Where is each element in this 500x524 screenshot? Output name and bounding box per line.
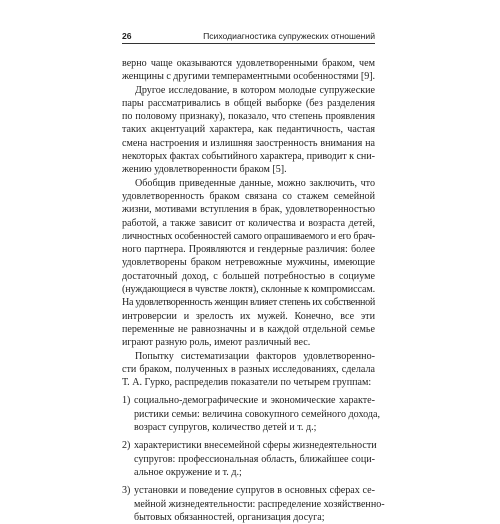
running-title: Психодиагностика супружеских отношений — [203, 31, 375, 41]
text-line: работой, а также зависит от количества и возраста детей, — [122, 217, 375, 229]
text-line: мейной жизнедеятельности: распределение хозяйственно- — [134, 498, 385, 510]
list-marker: 3) — [122, 485, 131, 497]
list-marker: 2) — [122, 440, 131, 452]
text-line: личностных особенностей самого опрашиваемого и его брач- — [122, 230, 375, 242]
page-number: 26 — [122, 31, 132, 41]
paragraph-2 — [122, 84, 375, 177]
text-line: альное окружение и т. д.; — [134, 466, 242, 478]
text-line: характеристики внесемейной сферы жизнедеятельности — [134, 440, 377, 452]
text-line: играют разную роль, имеют различный вес. — [122, 337, 311, 349]
text-line: сти браком, полученных в разных исследованиях, сделала — [122, 363, 375, 375]
running-header — [122, 30, 375, 42]
text-line: Другое исследование, в котором молодые супружеские — [135, 84, 375, 96]
text-line: Т. А. Гурко, распределив показатели по четырем группам: — [122, 377, 372, 389]
text-line: супругов: профессиональная область, ближайшее соци- — [134, 453, 375, 465]
text-line: женщины с другими темпераментными особенностями [9]. — [122, 71, 376, 83]
text-line: верно чаще оказываются удовлетворенными браком, чем — [122, 58, 375, 69]
text-line: удовлетворенность браком связана со стажем семейной — [122, 190, 375, 202]
list-item — [122, 439, 375, 479]
text-line: таких акцентуаций характера, как педантичность, частая — [122, 124, 375, 136]
paragraph-1 — [122, 57, 375, 84]
paragraph-4 — [122, 350, 375, 390]
text-line: некоторых фактах событийного характера, приводит к сни- — [122, 151, 375, 163]
text-line: жизни, мотивами вступления в брак, удовлетворенностью — [122, 204, 375, 216]
text-line: ристики семьи: величина совокупного семейного дохода, — [134, 408, 381, 420]
text-line: интроверсии и зрелость их мужей. Конечно, все эти — [122, 310, 375, 322]
text-line: возраст супругов, количество детей и т. д.; — [134, 422, 317, 434]
text-line: социально-демографические и экономические характе- — [134, 395, 375, 407]
list-marker: 1) — [122, 395, 131, 407]
text-line: переменные не равнозначны и в каждой отдельной семье — [122, 323, 375, 335]
text-line: Обобщив приведенные данные, можно заключить, что — [135, 177, 375, 189]
list-item — [122, 484, 385, 524]
list-item — [122, 394, 381, 434]
text-line: жению удовлетворенности браком [5]. — [122, 164, 287, 176]
text-line: ного партнера. Проявляются и гендерные различия: более — [122, 244, 375, 256]
text-line: удовлетворены браком нетревожные мужчины, имеющие — [122, 257, 375, 269]
paragraph-3 — [122, 177, 375, 350]
header-rule — [122, 43, 375, 44]
text-line: смена настроения и излишняя заостренность внимания на — [122, 137, 375, 149]
page-body — [122, 57, 385, 524]
text-line: установки и поведение супругов в основных сферах се- — [134, 485, 375, 497]
text-line: пары рассматривались в общей выборке (без разделения — [122, 97, 375, 109]
text-line: по половому признаку), показало, что степень проявления — [122, 111, 375, 123]
text-line: (нуждающиеся в чувстве локтя), склонные к компромиссам. — [122, 284, 376, 296]
text-line: На удовлетворенность женщин влияет степень их собственной — [122, 297, 375, 309]
text-line: бытовых обязанностей, организация досуга; — [134, 511, 325, 523]
text-line: достаточный доход, с большей потребностью в социуме — [122, 270, 375, 282]
text-line: Попытку систематизации факторов удовлетворенно- — [135, 350, 375, 362]
